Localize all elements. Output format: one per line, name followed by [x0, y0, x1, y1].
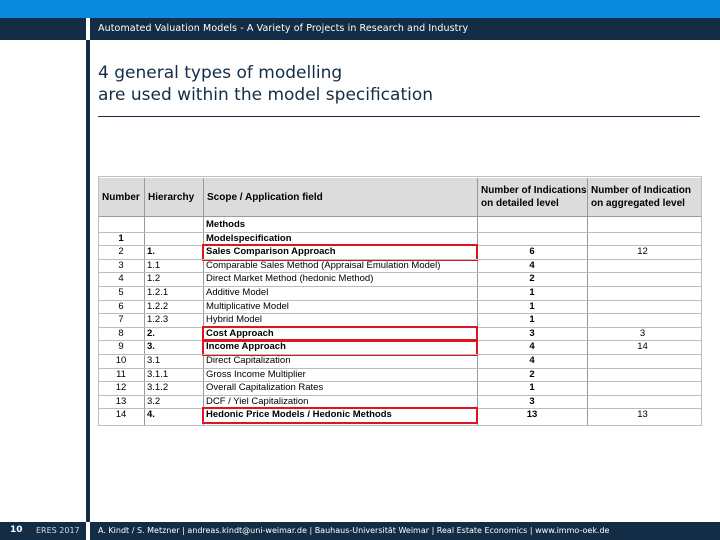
- slide-title: 4 general types of modelling are used within the model specification: [98, 63, 434, 105]
- table-cell-hierarchy: 3.: [147, 341, 155, 353]
- table-row-divider: [99, 354, 701, 355]
- table-cell-hierarchy: 3.1.2: [147, 382, 169, 394]
- table-cell-number: 9: [118, 341, 124, 353]
- table-cell-hierarchy: 1.2: [147, 273, 161, 285]
- header-detailed-indications: Number of Indications on detailed level: [481, 185, 587, 209]
- table-row-divider: [99, 368, 701, 369]
- table-cell-number: 3: [118, 259, 124, 271]
- table-cell-detailed: 6: [529, 246, 535, 258]
- table-cell-scope: Direct Market Method (hedonic Method): [206, 273, 374, 285]
- table-cell-scope: Modelspecification: [206, 232, 292, 244]
- table-cell-number: 6: [118, 300, 124, 312]
- table-row-divider: [99, 232, 701, 233]
- table-cell-hierarchy: 1.2.1: [147, 287, 169, 298]
- table-cell-number: 7: [118, 314, 124, 326]
- table-cell-detailed: 1: [529, 382, 535, 394]
- left-rail: [86, 40, 90, 528]
- table-cell-number: 10: [115, 355, 127, 366]
- table-cell-scope: Sales Comparison Approach: [206, 246, 336, 258]
- table-cell-number: 12: [115, 382, 127, 394]
- footer-event: ERES 2017: [36, 526, 80, 535]
- table-cell-number: 8: [118, 327, 124, 339]
- table-cell-detailed: 13: [526, 409, 538, 421]
- header-divider: [86, 18, 90, 40]
- table-cell-number: 11: [116, 368, 126, 380]
- table-row-divider: [99, 300, 701, 301]
- table-cell-scope: Hedonic Price Models / Hedonic Methods: [206, 409, 392, 421]
- table-cell-number: 2: [118, 246, 124, 258]
- table-header-divider: [99, 216, 701, 217]
- table-cell-hierarchy: 3.1: [147, 355, 161, 366]
- table-cell-detailed: 2: [529, 273, 535, 285]
- table-cell-scope: Direct Capitalization: [206, 355, 291, 366]
- table-cell-hierarchy: 3.1.1: [147, 368, 169, 380]
- table-cell-scope: Cost Approach: [206, 327, 274, 339]
- table-cell-detailed: 4: [529, 259, 535, 271]
- title-rule: [98, 116, 700, 117]
- footer-divider: [86, 522, 90, 540]
- table-cell-hierarchy: 3.2: [147, 395, 161, 407]
- header-left-strip: [0, 18, 86, 40]
- table-cell-number: 5: [118, 287, 124, 298]
- table-cell-aggregated: 3: [639, 327, 646, 339]
- table-cell-scope: Gross Income Multiplier: [206, 368, 306, 380]
- table-cell-number: 13: [115, 395, 127, 407]
- table-cell-hierarchy: 1.2.2: [147, 300, 169, 312]
- table-cell-hierarchy: 2.: [147, 327, 155, 339]
- table-cell-detailed: 1: [529, 314, 535, 326]
- table-cell-detailed: 1: [529, 287, 535, 298]
- highlight-box: [202, 407, 478, 424]
- footer-credit: A. Kindt / S. Metzner | andreas.kindt@uni-weimar.de | Bauhaus-Universität Weimar | Real Estate Economics | www.immo-oek.de: [98, 526, 610, 535]
- table-cell-detailed: 2: [529, 368, 535, 380]
- table-cell-aggregated: 12: [637, 246, 648, 258]
- table-cell-detailed: 4: [529, 355, 535, 366]
- table-cell-scope: Overall Capitalization Rates: [206, 382, 324, 394]
- table-cell-hierarchy: 4.: [147, 409, 155, 421]
- table-cell-detailed: 3: [529, 327, 535, 339]
- table-cell-number: 1: [118, 232, 124, 244]
- table-row-divider: [99, 272, 701, 273]
- table-cell-scope: DCF / Yiel Capitalization: [206, 395, 309, 407]
- table-cell-hierarchy: 1.: [147, 246, 155, 258]
- table-cell-scope: Hybrid Model: [206, 314, 262, 326]
- header-title: Automated Valuation Models - A Variety of Projects in Research and Industry: [98, 23, 469, 34]
- header-bar: [0, 18, 720, 40]
- header-hierarchy: Hierarchy: [148, 192, 195, 203]
- table-row-divider: [99, 313, 701, 314]
- table-cell-number: 4: [118, 273, 124, 285]
- table-cell-aggregated: 13: [637, 409, 648, 421]
- table-cell-detailed: 3: [529, 395, 535, 407]
- header-number: Number: [102, 192, 140, 203]
- page-number: 10: [10, 525, 23, 535]
- table-row-divider: [99, 381, 701, 382]
- table-cell-scope: Additive Model: [206, 287, 269, 298]
- header-aggregated-indications: Number of Indication on aggregated level: [591, 185, 691, 209]
- table-cell-number: 14: [115, 409, 127, 421]
- header-scope: Scope / Application field: [207, 192, 323, 203]
- footer-bar: [0, 522, 720, 540]
- table-cell-aggregated: 14: [637, 341, 648, 353]
- table-cell-scope: Multiplicative Model: [206, 300, 289, 312]
- table-cell-detailed: 1: [529, 300, 535, 312]
- table-row-divider: [99, 395, 701, 396]
- table-cell-scope: Methods: [206, 219, 246, 230]
- table-cell-detailed: 4: [529, 341, 535, 353]
- table-cell-scope: Comparable Sales Method (Appraisal Emulation Model): [206, 259, 441, 271]
- table-row-divider: [99, 286, 701, 287]
- table-cell-hierarchy: 1.1: [147, 259, 161, 271]
- top-accent-band: [0, 0, 720, 18]
- table-cell-hierarchy: 1.2.3: [147, 314, 169, 326]
- table-cell-scope: Income Approach: [206, 341, 286, 353]
